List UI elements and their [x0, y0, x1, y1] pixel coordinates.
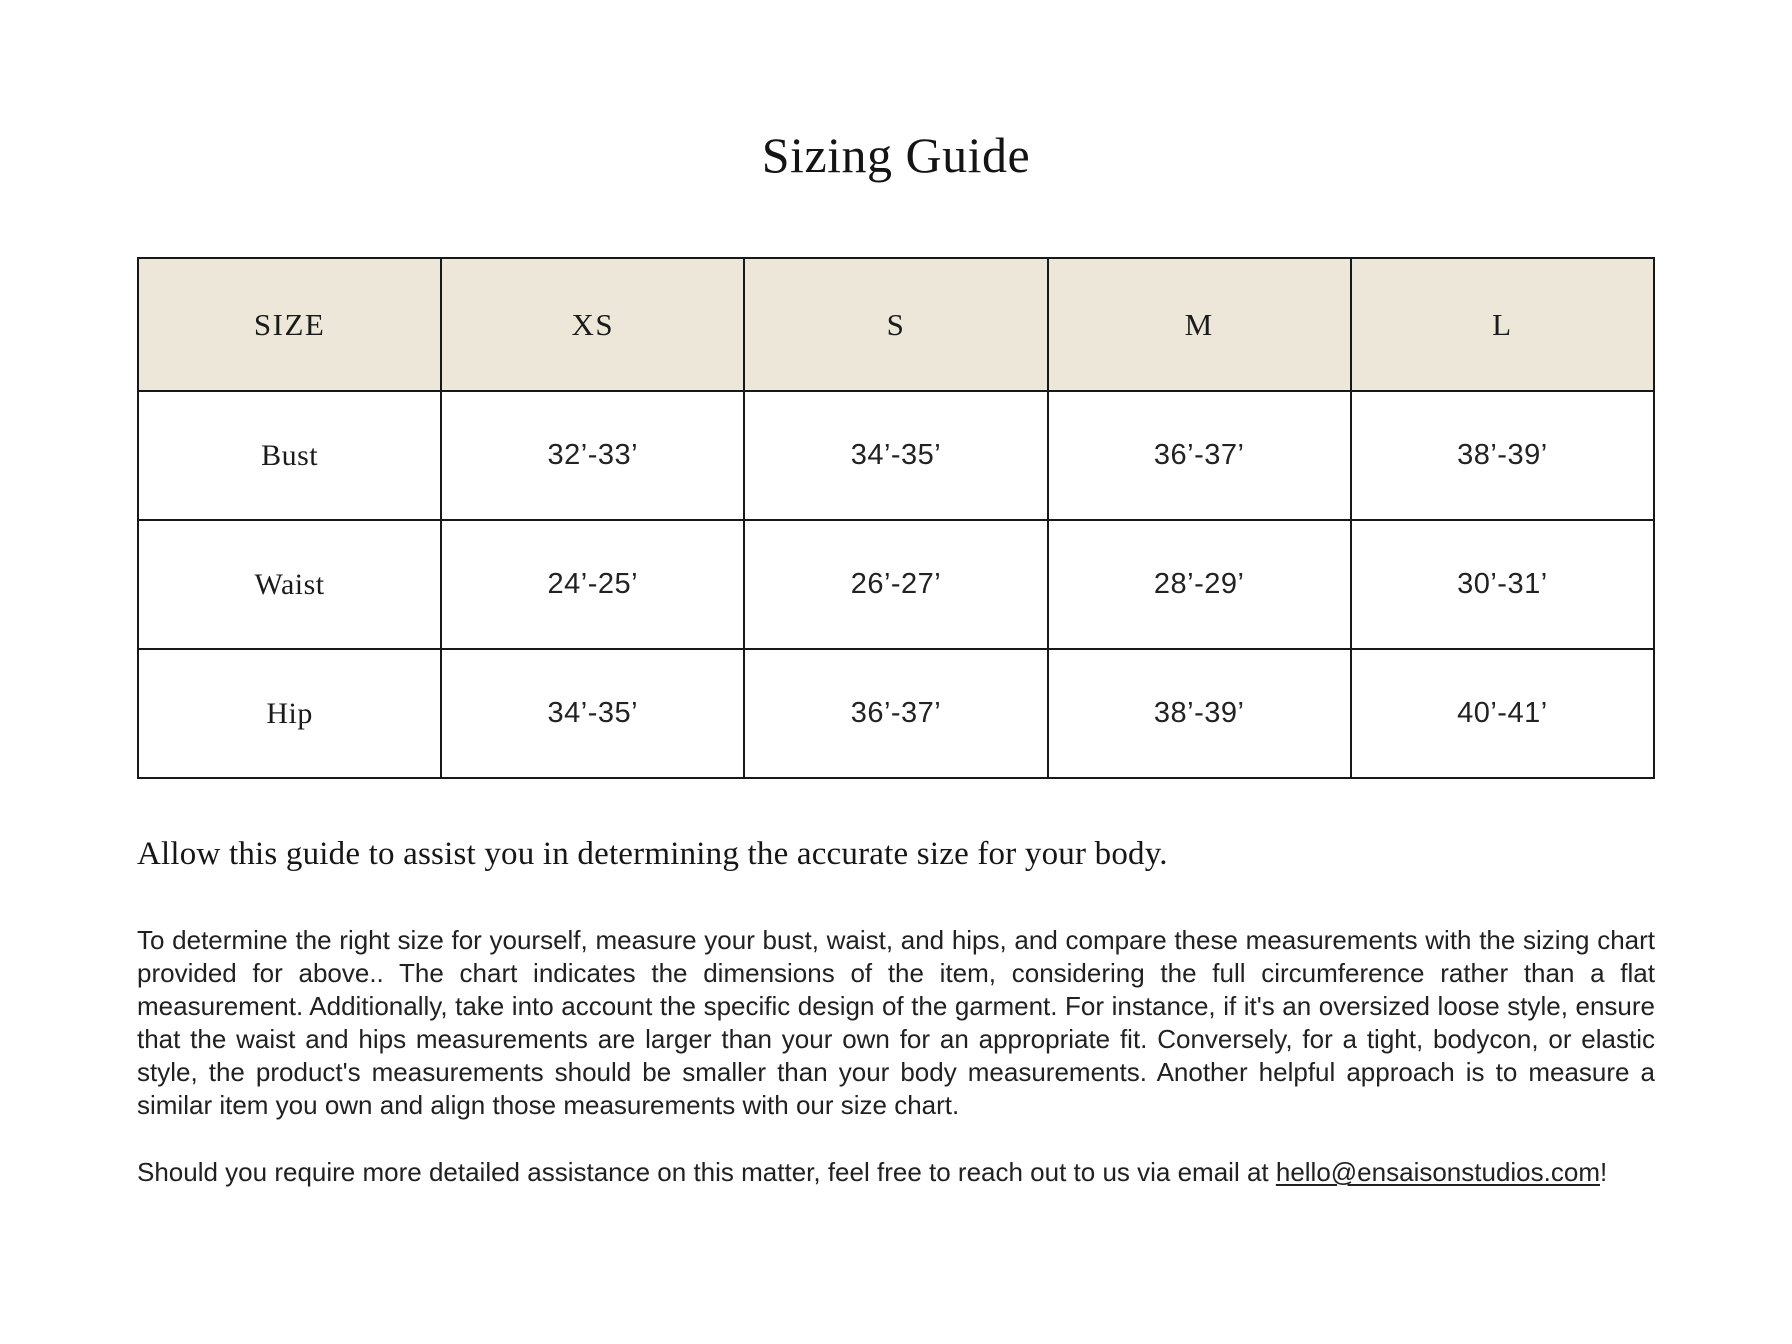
size-value-cell: 34’-35’: [441, 649, 744, 778]
size-value-cell: 32’-33’: [441, 391, 744, 520]
size-value-cell: 38’-39’: [1351, 391, 1654, 520]
table-row-bust: [138, 391, 1654, 520]
table-row-hip: [138, 649, 1654, 778]
measurement-row-label: Bust: [138, 391, 441, 520]
size-column-header-xs: XS: [441, 258, 744, 391]
size-column-header-m: M: [1048, 258, 1351, 391]
size-value-cell: 26’-27’: [744, 520, 1047, 649]
size-value-cell: 36’-37’: [744, 649, 1047, 778]
measurement-row-label: Hip: [138, 649, 441, 778]
size-value-cell: 24’-25’: [441, 520, 744, 649]
contact-prefix-text: Should you require more detailed assistance on this matter, feel free to reach out to us via email at: [137, 1157, 1276, 1187]
size-column-header-s: S: [744, 258, 1047, 391]
contact-note: [137, 1156, 1655, 1189]
size-value-cell: 40’-41’: [1351, 649, 1654, 778]
size-table: [137, 257, 1655, 779]
email-link[interactable]: hello@ensaisonstudios.com: [1275, 1157, 1600, 1187]
lead-text: Allow this guide to assist you in determining the accurate size for your body.: [137, 836, 1168, 872]
table-row-waist: [138, 520, 1654, 649]
size-value-cell: 38’-39’: [1048, 649, 1351, 778]
size-column-header: SIZE: [138, 258, 441, 391]
size-value-cell: 28’-29’: [1048, 520, 1351, 649]
size-value-cell: 30’-31’: [1351, 520, 1654, 649]
size-table-header-row: [138, 258, 1654, 391]
measurement-row-label: Waist: [138, 520, 441, 649]
size-column-header-l: L: [1351, 258, 1654, 391]
contact-suffix-text: !: [1599, 1157, 1608, 1187]
body-paragraph: To determine the right size for yourself, measure your bust, waist, and hips, and compare these measurements with the sizing chart provided for above.. The chart indicates the dimensions of the item, considering the full circumference rather than a flat measurement. Additionally, take into account the specific design of the garment. For instance, if it's an oversized loose style, ensure that the waist and hips measurements are larger than your own for an appropriate fit. Conversely, for a tight, bodycon, or elastic style, the product's measurements should be smaller than your body measurements. Another helpful approach is to measure a similar item you own and align those measurements with our size chart.: [137, 925, 1655, 1120]
page-title: Sizing Guide: [761, 127, 1031, 183]
size-value-cell: 34’-35’: [744, 391, 1047, 520]
size-value-cell: 36’-37’: [1048, 391, 1351, 520]
